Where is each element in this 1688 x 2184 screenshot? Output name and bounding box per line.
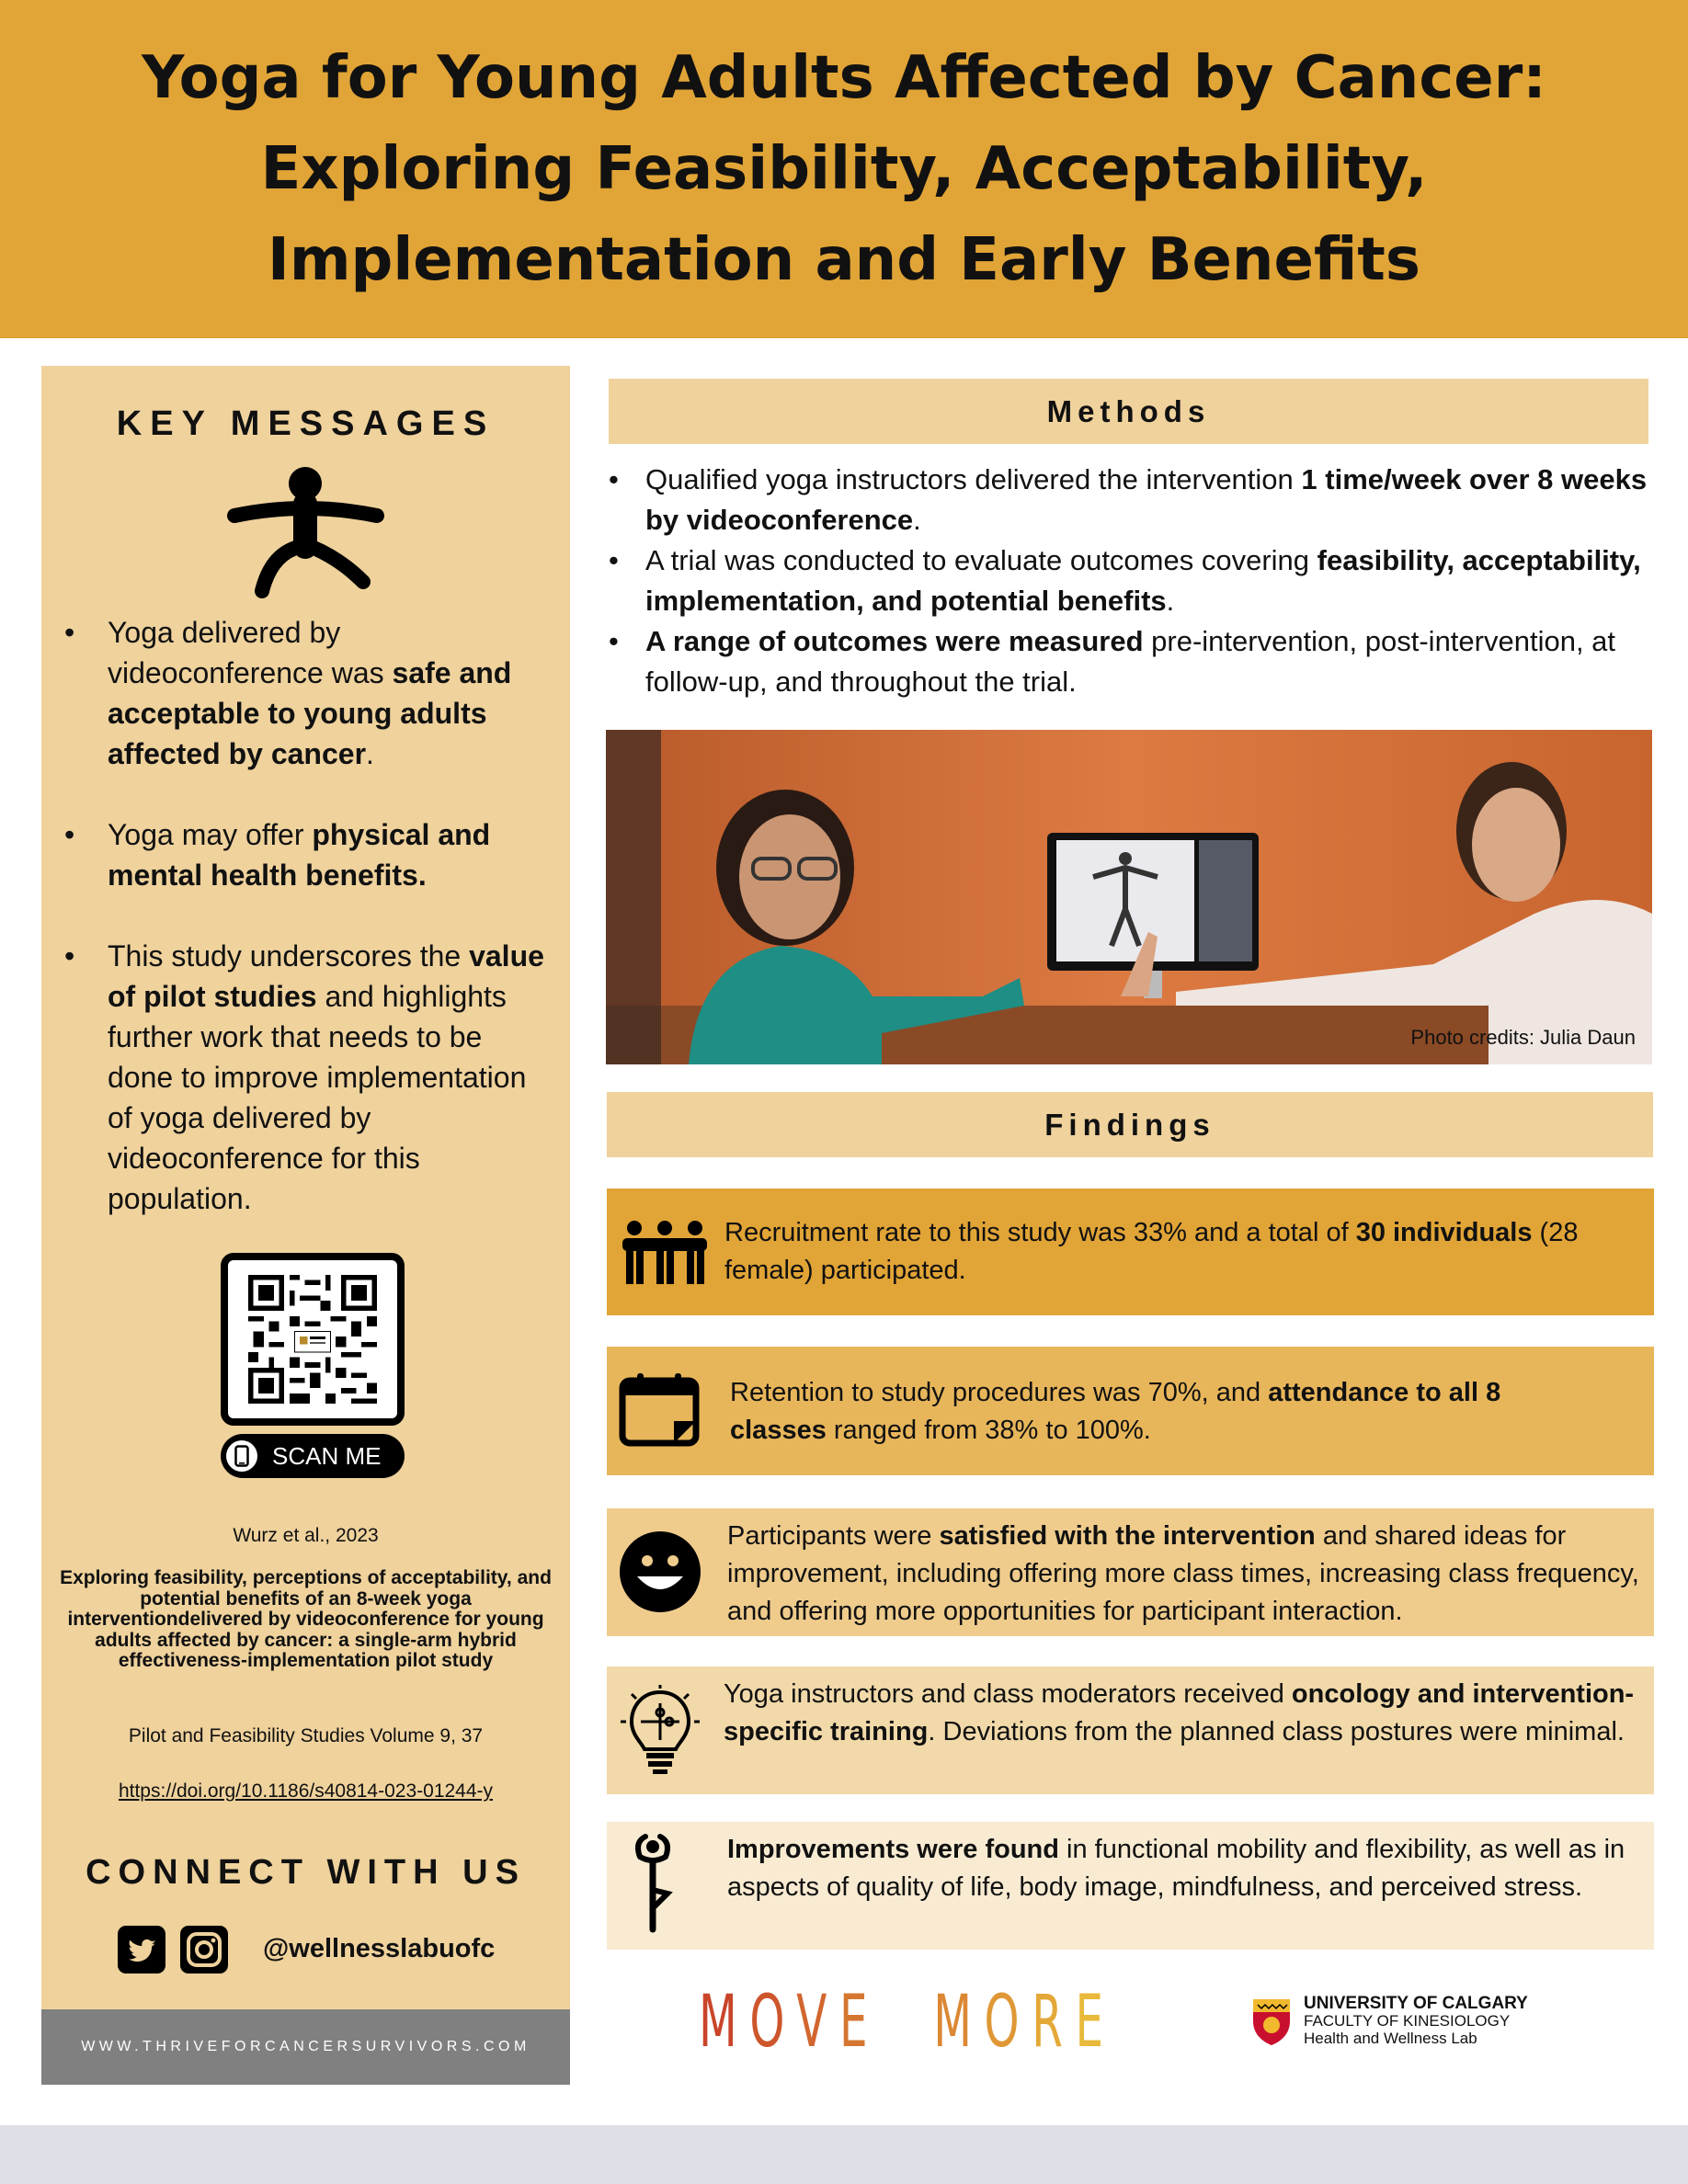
instagram-icon[interactable] (180, 1926, 228, 1974)
finding-text: Recruitment rate to this study was 33% and a total of 30 individuals (28 female) participated. (724, 1218, 1579, 1285)
yoga-pose-icon (627, 1833, 679, 1934)
university-text (1304, 1995, 1528, 2047)
photo-illustration (606, 730, 1652, 1064)
uc-name: UNIVERSITY OF CALGARY (1304, 1994, 1528, 2013)
lightbulb-puzzle-icon (619, 1685, 701, 1777)
methods-list (609, 460, 1652, 702)
finding-text: Participants were satisfied with the intervention and shared ideas for improvement, including offering more class times, increasing class frequency, and offering more opportunities for participant interaction. (727, 1521, 1639, 1626)
poster-title-line-1: Yoga for Young Adults Affected by Cancer: (142, 43, 1546, 112)
poster-title-line-2: Exploring Feasibility, Acceptability, (260, 134, 1428, 203)
poster-header (0, 0, 1688, 338)
key-message-item: • This study underscores the value of pilot studies and highlights further work that needs to be done to improve implementation of yoga delivered by videoconference for this population. (64, 936, 552, 1219)
citation-journal: Pilot and Feasibility Studies Volume 9, 37 (128, 1725, 484, 1746)
university-crest-icon (1250, 1996, 1293, 2047)
calendar-icon (619, 1371, 700, 1447)
citation-doi-link[interactable]: https://doi.org/10.1186/s40814-023-01244-y (118, 1780, 494, 1802)
yoga-session-photo (606, 730, 1652, 1064)
poster-title-line-3: Implementation and Early Benefits (268, 225, 1420, 294)
photo-credit: Photo credits: Julia Daun (1410, 1026, 1636, 1049)
finding-satisfaction (607, 1508, 1654, 1636)
yoga-star-pose-icon (225, 462, 386, 600)
move-more-logo (699, 1981, 1116, 2064)
finding-recruitment (607, 1189, 1654, 1315)
citation-title: Exploring feasibility, perceptions of acceptability, and potential benefits of an 8-week yoga interventiondelivered by videoconference for young adults affected by cancer: a single-arm hybrid effectiveness-implementation pilot study (60, 1567, 552, 1671)
citation-author: Wurz et al., 2023 (233, 1525, 379, 1546)
finding-improvements (607, 1822, 1654, 1950)
methods-item: • Qualified yoga instructors delivered the intervention 1 time/week over 8 weeks by videoconference. (609, 460, 1652, 540)
move-more-letter: M (699, 1981, 750, 2064)
scan-me-badge (221, 1434, 405, 1478)
footer-strip (0, 2125, 1688, 2184)
methods-section-title: Methods (609, 379, 1648, 444)
website-link[interactable]: WWW.THRIVEFORCANCERSURVIVORS.COM (81, 2039, 530, 2054)
phone-icon (226, 1440, 257, 1472)
qr-code[interactable] (221, 1253, 405, 1426)
website-bar (41, 2009, 570, 2085)
move-more-letter: O (984, 1981, 1032, 2064)
move-more-letter: R (1032, 1981, 1076, 2064)
methods-item: • A range of outcomes were measured pre-intervention, post-intervention, at follow-up, and throughout the trial. (609, 621, 1652, 702)
key-messages-sidebar (41, 366, 570, 2085)
move-more-space (880, 1981, 933, 2064)
methods-item: • A trial was conducted to evaluate outcomes covering feasibility, acceptability, implementation, and potential benefits. (609, 540, 1652, 621)
finding-text: Yoga instructors and class moderators received oncology and intervention-specific training. Deviations from the planned class postures were minimal. (724, 1679, 1635, 1746)
key-message-item: • Yoga may offer physical and mental health benefits. (64, 814, 552, 895)
university-of-calgary-logo (1250, 1995, 1528, 2047)
finding-text: Improvements were found in functional mobility and flexibility, as well as in aspects of quality of life, body image, mindfulness, and perceived stress. (727, 1835, 1625, 1902)
move-more-letter: E (1075, 1981, 1116, 2064)
group-icon (619, 1220, 711, 1286)
move-more-letter: V (796, 1981, 839, 2064)
move-more-letter: O (749, 1981, 797, 2064)
move-more-letter: E (838, 1981, 881, 2064)
key-messages-list (64, 612, 552, 1259)
key-messages-title: KEY MESSAGES (116, 404, 496, 443)
uc-faculty: FACULTY OF KINESIOLOGY (1304, 2012, 1511, 2030)
finding-text: Retention to study procedures was 70%, and attendance to all 8 classes ranged from 38% to 100%. (730, 1378, 1501, 1445)
scan-me-label: SCAN ME (272, 1441, 382, 1470)
social-links (118, 1924, 495, 1974)
uc-lab: Health and Wellness Lab (1304, 2030, 1477, 2047)
finding-training (607, 1666, 1654, 1794)
finding-retention (607, 1347, 1654, 1475)
smiley-icon (619, 1530, 701, 1613)
findings-section-title: Findings (607, 1092, 1653, 1157)
connect-title: CONNECT WITH US (86, 1853, 526, 1892)
twitter-icon[interactable] (118, 1926, 165, 1974)
social-handle[interactable]: @wellnesslabuofc (263, 1934, 496, 1963)
key-message-item: • Yoga delivered by videoconference was safe and acceptable to young adults affected by cancer. (64, 612, 552, 774)
move-more-letter: M (933, 1981, 985, 2064)
qr-code-pattern (243, 1275, 382, 1404)
